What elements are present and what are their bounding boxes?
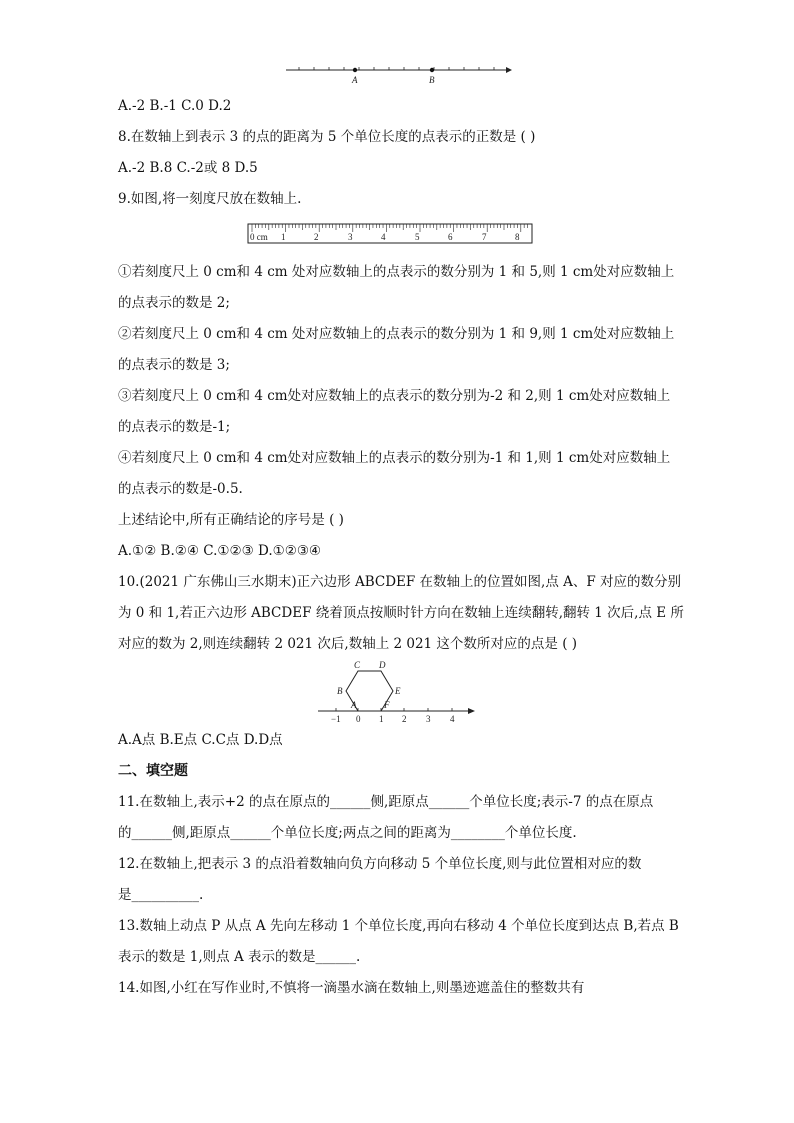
q11-line-1: 11.在数轴上,表示+2 的点在原点的______侧,距原点______个单位长度;表示-7 的点在原点 [118,794,654,810]
ruler-label-4: 4 [381,232,386,242]
q9-statement-4a: ④若刻度尺上 0 cm和 4 cm处对应数轴上的点表示的数分别为-1 和 1,则 1 cm处对应数轴上 [118,450,671,466]
ruler-label-2: 2 [314,232,319,242]
ruler-label-8: 8 [515,232,520,242]
number-line-figure-ab [280,62,520,88]
q9-question: 上述结论中,所有正确结论的序号是 ( ) [118,512,344,528]
hex-axis-arrow [468,708,475,714]
q12-line-1: 12.在数轴上,把表示 3 的点沿着数轴向负方向移动 5 个单位长度,则与此位置相对应的数 [118,856,642,872]
q11-line-2: 的______侧,距原点______个单位长度;两点之间的距离为________个单位长度. [118,825,577,841]
number-line-ab-svg [280,62,520,88]
hex-axis-label-0: 0 [356,714,361,724]
q9-statement-2b: 的点表示的数是 3; [118,357,230,373]
hex-vertex-d: D [379,660,386,670]
hex-axis-label-neg1: −1 [331,714,341,724]
hexagon-svg [312,656,482,726]
hex-axis-label-1: 1 [379,714,384,724]
q9-statement-4b: 的点表示的数是-0.5. [118,481,243,497]
ruler-label-1: 1 [281,232,286,242]
ruler-label-6: 6 [448,232,453,242]
ruler-figure [246,222,536,248]
q7-options: A.-2 B.-1 C.0 D.2 [118,98,232,114]
q9-statement-2a: ②若刻度尺上 0 cm和 4 cm 处对应数轴上的点表示的数分别为 1 和 9,则 1 cm处对应数轴上 [118,326,675,342]
ruler-label-7: 7 [482,232,487,242]
ruler-label-5: 5 [415,232,420,242]
q13-line-1: 13.数轴上动点 P 从点 A 先向左移动 1 个单位长度,再向右移动 4 个单位长度到达点 B,若点 B [118,918,679,934]
q13-line-2: 表示的数是 1,则点 A 表示的数是______. [118,949,361,965]
q12-line-2: 是__________. [118,887,204,903]
hex-vertex-e: E [395,686,401,696]
hexagon-figure [312,656,482,726]
ruler-label-3: 3 [348,232,353,242]
hex-vertex-b: B [337,686,343,696]
axis-arrow [506,67,512,73]
hex-axis-label-4: 4 [450,714,455,724]
q9-statement-3b: 的点表示的数是-1; [118,419,231,435]
q14-line-1: 14.如图,小红在写作业时,不慎将一滴墨水滴在数轴上,则墨迹遮盖住的整数共有 [118,980,585,996]
point-a-label: A [352,75,358,85]
q8-options: A.-2 B.8 C.-2或 8 D.5 [118,160,258,176]
point-b-label: B [429,75,435,85]
q10-line-3: 对应的数为 2,则连续翻转 2 021 次后,数轴上 2 021 这个数所对应的点是 ( ) [118,636,578,652]
q10-line-2: 为 0 和 1,若正六边形 ABCDEF 绕着顶点按顺时针方向在数轴上连续翻转,翻转 1 次后,点 E 所 [118,605,684,621]
q9-statement-1a: ①若刻度尺上 0 cm和 4 cm 处对应数轴上的点表示的数分别为 1 和 5,则 1 cm处对应数轴上 [118,264,675,280]
section-fill-in-title: 二、填空题 [118,763,188,779]
q9-stem: 9.如图,将一刻度尺放在数轴上. [118,191,302,207]
q9-statement-1b: 的点表示的数是 2; [118,295,230,311]
q10-line-1: 10.(2021 广东佛山三水期末)正六边形 ABCDEF 在数轴上的位置如图,点 A、F 对应的数分别 [118,574,682,590]
point-b [430,68,434,72]
point-a [353,68,357,72]
q8-stem: 8.在数轴上到表示 3 的点的距离为 5 个单位长度的点表示的正数是 ( ) [118,129,536,145]
q10-options: A.A点 B.E点 C.C点 D.D点 [118,732,283,748]
q9-options: A.①② B.②④ C.①②③ D.①②③④ [118,543,322,559]
hex-vertex-f: F [384,700,390,710]
hex-axis-label-3: 3 [426,714,431,724]
hex-vertex-a: A [351,700,357,710]
ruler-svg [246,222,536,248]
ruler-label-0: 0 cm [250,232,268,242]
hex-vertex-c: C [354,660,361,670]
q9-statement-3a: ③若刻度尺上 0 cm和 4 cm处对应数轴上的点表示的数分别为-2 和 2,则 1 cm处对应数轴上 [118,388,671,404]
hex-axis-label-2: 2 [402,714,407,724]
